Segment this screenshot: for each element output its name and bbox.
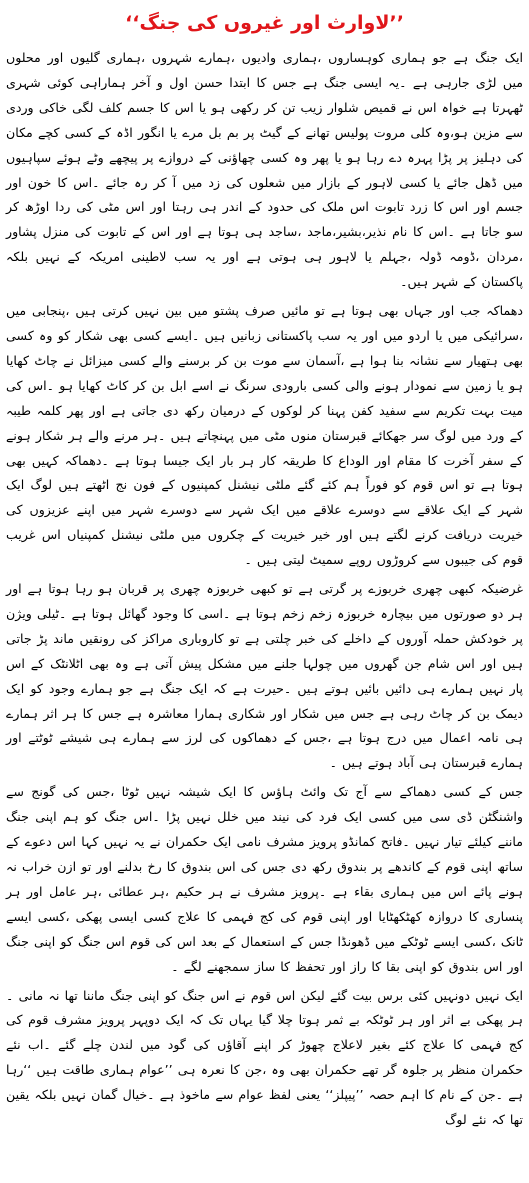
article-paragraph: ایک جنگ ہے جو ہماری کوہساروں ،ہماری وادیوں ،ہمارے شہروں ،ہماری گلیوں اور محلوں میں لڑی جارہی ہے ۔یہ ایسی جنگ ہے جس کا ابتدا حسن اول و آخر ہماراہی کوئی شہری ٹھہرتا ہے خواہ اس نے قمیص شلوار زیب تن کر رکھی ہو یا اس کا جسم کلف لگی خاکی وردی سے مزین ہو،وہ کلی مروت پولیس تھانے کے گیٹ پر بم بل مرے یا انگور اڈہ کے کسی کچے مکان کی دہلیز پر پڑا پہرہ دے رہا ہو یا پھر وہ کسی چھاؤنی کے دروازے پر پیچھے وٹے ہوئے سپاہیوں میں ڈھل جائے یا کسی لاہور کے بازار میں شعلوں کی زد میں آ کر رہ جائے ۔اس کا خون اور جسم اور اس کا زرد تابوت اس ملک کی حدود کے اندر ہی رہتا اور اس مٹی کی ردا اوڑھ کر سو جاتا ہے ۔اس کا نام نذیر،بشیر،ماجد ،ساجد ہی ہوتا ہے اور اس کے تابوت کی منزل پشاور ،مردان ،ڈومہ ڈولہ ،جہلم یا لاہور ہی ہوتی ہے اور یہ سب لاطینی امریکہ کے نہیں بلکہ پاکستان کے شہر ہیں۔ [6, 50, 523, 290]
article-title: ’’لاوارث اور غیروں کی جنگ‘‘ [125, 12, 404, 34]
article-paragraph: دھماکہ جب اور جہاں بھی ہوتا ہے تو مائیں صرف پشتو میں بین نہیں کرتی ہیں ،پنجابی میں ،سرائیکی میں یا اردو میں اور یہ سب پاکستانی زبانیں ہیں ۔ایسے کسی بھی شکار کو وہ کسی بھی ہتھیار سے نشانہ بنا ہوا ہے ،آسمان سے موت بن کر برسنے والے کسی میزائل نے چاٹ کھایا ہو یا زمین سے نمودار ہونے والی کسی بارودی سرنگ نے اسے ابل بن کر کاٹ کھایا ہو ۔اس کی میت بہت تکریم سے سفید کفن پہنا کر لوکوں کے درمیان رکھ دی جاتی ہے اور پھر کلمہ طیبہ کے ورد میں لوگ سر جھکائے قبرستان منوں مٹی میں پہنچاتے ہیں ۔ہر مرنے والے ہر شکار ہونے کے سفر آخرت کا مقام اور الوداع کا طریقہ کار ہر بار ایک جیسا ہوتا ہے ۔دھماکہ کہیں بھی ہوتا ہے تو اس قوم کو فوراً ہم کئے گئے ملٹی نیشنل کمپنیوں کے فون نج اٹھتے ہیں لوگ ایک شہر کے ایک علاقے سے دوسرے علاقے میں ایک شہر سے دوسرے شہر میں اپنے عزیزوں کی خیریت دریافت کرنے لگتے ہیں اور خیر خیریت کے چکروں میں ملٹی نیشنل کمپنیاں اس غریب قوم کی جیبوں سے کروڑوں روپے سمیٹ لیتی ہیں ۔ [6, 303, 523, 568]
article-paragraph: غرضیکہ کبھی چھری خربوزے پر گرتی ہے تو کبھی خربوزہ چھری پر قربان ہو رہا ہوتا ہے اور ہر دو صورتوں میں بیچارہ خربوزہ زخم زخم ہوتا ہے ۔اسی کا وجود گھائل ہوتا ہے ۔ٹیلی ویژن پر خودکش حملہ آوروں کے داخلے کی خبر چلتی ہے تو کاروباری مراکز کی رونقیں ماند پڑ جاتی ہیں اور اس شام جن گھروں میں چولہا جلنے میں مشکل پیش آتی ہے وہ بھی اٹلانٹک کے اس پار نہیں ہمارے ہی دائیں بائیں ہوتے ہیں ۔حیرت ہے کہ ایک جنگ ہے جو ہمارے وجود کو ایک دیمک بن کر چاٹ رہی ہے جس میں شکار اور شکاری ہمارا معاشرہ ہے جس کا ہر اثر ہمارے ہی نامہ اعمال میں درج ہوتا ہے ،جس کے دھماکوں کی لرز سے ہمارے ہی شیشے ٹوٹتے اور ہمارے قبرستان ہی آباد ہوتے ہیں ۔ [6, 581, 523, 771]
article-paragraph: جس کے کسی دھماکے سے آج تک وائٹ ہاؤس کا ایک شیشہ نہیں ٹوٹا ،جس کی گونج سے واشنگٹن ڈی سی میں کسی ایک فرد کی نیند میں خلل نہیں پڑا ۔اس جنگ کو ہم اپنی جنگ ماننے کیلئے تیار نہیں ۔فاتح کمانڈو پرویز مشرف نامی ایک حکمران نے یہ نہیں کہا اس دعوے کے ساتھ اپنی قوم کے کاندھے پر بندوق رکھ دی جس کی اس بندوق کا رخ بدلنے اور تو ازن خراب نہ ہونے پائے اس میں ہماری بقاء ہے ۔پرویز مشرف نے ہر حکیم ،ہر عطائی ،ہر عامل اور ہر پنساری کا دروازہ کھٹکھٹایا اور اپنی قوم کی کج فہمی کا علاج کسی ایسی پھکی ،کسی ایسے ٹانک ،کسی ایسے ٹوٹکے میں ڈھونڈا جس کے استعمال کے بعد اس کی قوم اس جنگ کو اپنی جنگ اور اس بندوق کو اپنی بقا کا راز اور تحفظ کا ساز سمجھنے لگے ۔ [6, 784, 523, 974]
article-paragraph: ایک نہیں دونہیں کئی برس بیت گئے لیکن اس قوم نے اس جنگ کو اپنی جنگ ماننا تھا نہ مانی ۔ہر پھکی بے اثر اور ہر ٹوٹکہ بے ثمر ہوتا چلا گیا یہاں تک کہ ایک دوپہر پرویز مشرف قوم کی کج فہمی کا علاج کئے بغیر لاعلاج چھوڑ کر اپنے آقاؤں کی گود میں لندن چلے گئے ۔اب نئے حکمران منظر پر جلوہ گر تھے حکمران بھی وہ ،جن کا نعرہ ہی ’’عوام ہماری طاقت ہیں ‘‘رہا ہے ۔جن کے نام کا اہم حصہ ’’پیپلز‘‘ یعنی لفظ عوام سے ماخوذ ہے ۔خیال گمان نہیں بلکہ یقین تھا کہ نئے لوگ [6, 987, 523, 1128]
